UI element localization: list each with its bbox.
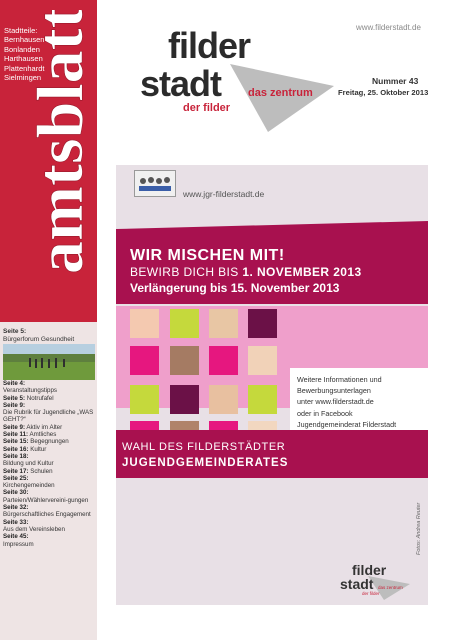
application-deadline: BEWIRB DICH BIS 1. NOVEMBER 2013 <box>130 265 362 279</box>
info-text: Weitere Informationen und Bewerbungsunterlagen unter www.filderstadt.de oder in Facebook Jugendgemeinderat Filderstadt <box>297 375 397 429</box>
toc-item: Seite 25: Kirchengemeinden <box>3 474 55 490</box>
portrait-tile <box>248 346 277 375</box>
toc-item: Seite 11: Amtliches <box>3 431 57 439</box>
district-item: Harthausen <box>4 54 43 64</box>
toc-item: Seite 32: Bürgerschaftliches Engagement <box>3 504 91 519</box>
logo-tag-filder: der filder <box>183 102 231 114</box>
toc-item: Seite 15: Begegnungen <box>3 438 69 446</box>
toc-item: Seite 4: Veranstaltungstipps <box>3 380 58 395</box>
logo-tag-zentrum: das zentrum <box>248 87 313 99</box>
poster-filderstadt-logo <box>340 562 410 600</box>
svg-text:das zentrum: das zentrum <box>378 585 403 590</box>
amtsblatt-text: amtsblatt <box>28 10 90 274</box>
color-tile <box>248 385 277 414</box>
sidebar-topic <box>3 328 95 344</box>
issue-date: Freitag, 25. Oktober 2013 <box>338 88 429 97</box>
issue-number: Nummer 43 <box>372 76 419 86</box>
color-tile <box>130 346 159 375</box>
amtsblatt-title <box>28 10 90 310</box>
toc-item: Seite 9: Aktiv im Alter <box>3 423 63 431</box>
toc-item: Seite 45: Impressum <box>3 533 34 548</box>
table-of-contents <box>3 380 95 548</box>
logo-filder: filder <box>168 26 251 66</box>
topic-text: Bürgerforum Gesundheit <box>3 336 75 343</box>
vote-line-2: JUGENDGEMEINDERATES <box>122 457 289 469</box>
toc-item: Seite 33: Aus dem Vereinsleben <box>3 518 65 533</box>
filderstadt-logo <box>138 26 334 132</box>
color-tile <box>170 309 199 338</box>
topic-label: Seite 5: <box>3 328 27 335</box>
vote-line-1: WAHL DES FILDERSTÄDTER <box>122 441 286 453</box>
district-item: Bonlanden <box>4 44 40 54</box>
svg-text:stadt: stadt <box>340 576 374 592</box>
toc-item: Seite 5: Notrufafel <box>3 394 54 402</box>
toc-item: Seite 18: Bildung und Kultur <box>3 452 54 468</box>
jgr-logo <box>134 170 176 197</box>
svg-text:filder: filder <box>352 562 387 578</box>
color-tile <box>130 385 159 414</box>
header-url[interactable]: www.filderstadt.de <box>356 23 421 32</box>
toc-item: Seite 16: Kultur <box>3 445 47 453</box>
portrait-tile <box>209 385 238 414</box>
logo-stadt: stadt <box>140 63 222 104</box>
photo-credit: Fotos: Andrea Reuter <box>416 502 422 555</box>
headline: WIR MISCHEN MIT! <box>130 247 285 264</box>
toc-item: Seite 17: Schulen <box>3 467 53 475</box>
toc-item: Seite 9: Die Rubrik für Jugendliche „WAS GEHT?“ <box>3 401 94 424</box>
deadline-extension: Verlängerung bis 15. November 2013 <box>130 281 340 295</box>
poster-url[interactable]: www.jgr-filderstadt.de <box>183 189 265 199</box>
color-tile <box>209 346 238 375</box>
district-item: Sielmingen <box>4 73 42 83</box>
vote-band <box>116 430 428 478</box>
svg-text:der filder: der filder <box>362 591 380 596</box>
district-heading: Stadtteile: <box>4 26 38 35</box>
color-tile <box>170 385 199 414</box>
district-item: Plattenhardt <box>4 63 45 73</box>
color-tile <box>248 309 277 338</box>
district-item: Bernhausen <box>4 35 45 45</box>
toc-item: Seite 30: Parteien/Wählervereini-gungen <box>3 489 89 504</box>
portrait-tile <box>170 346 199 375</box>
portrait-tile <box>209 309 238 338</box>
portrait-tile <box>130 309 159 338</box>
